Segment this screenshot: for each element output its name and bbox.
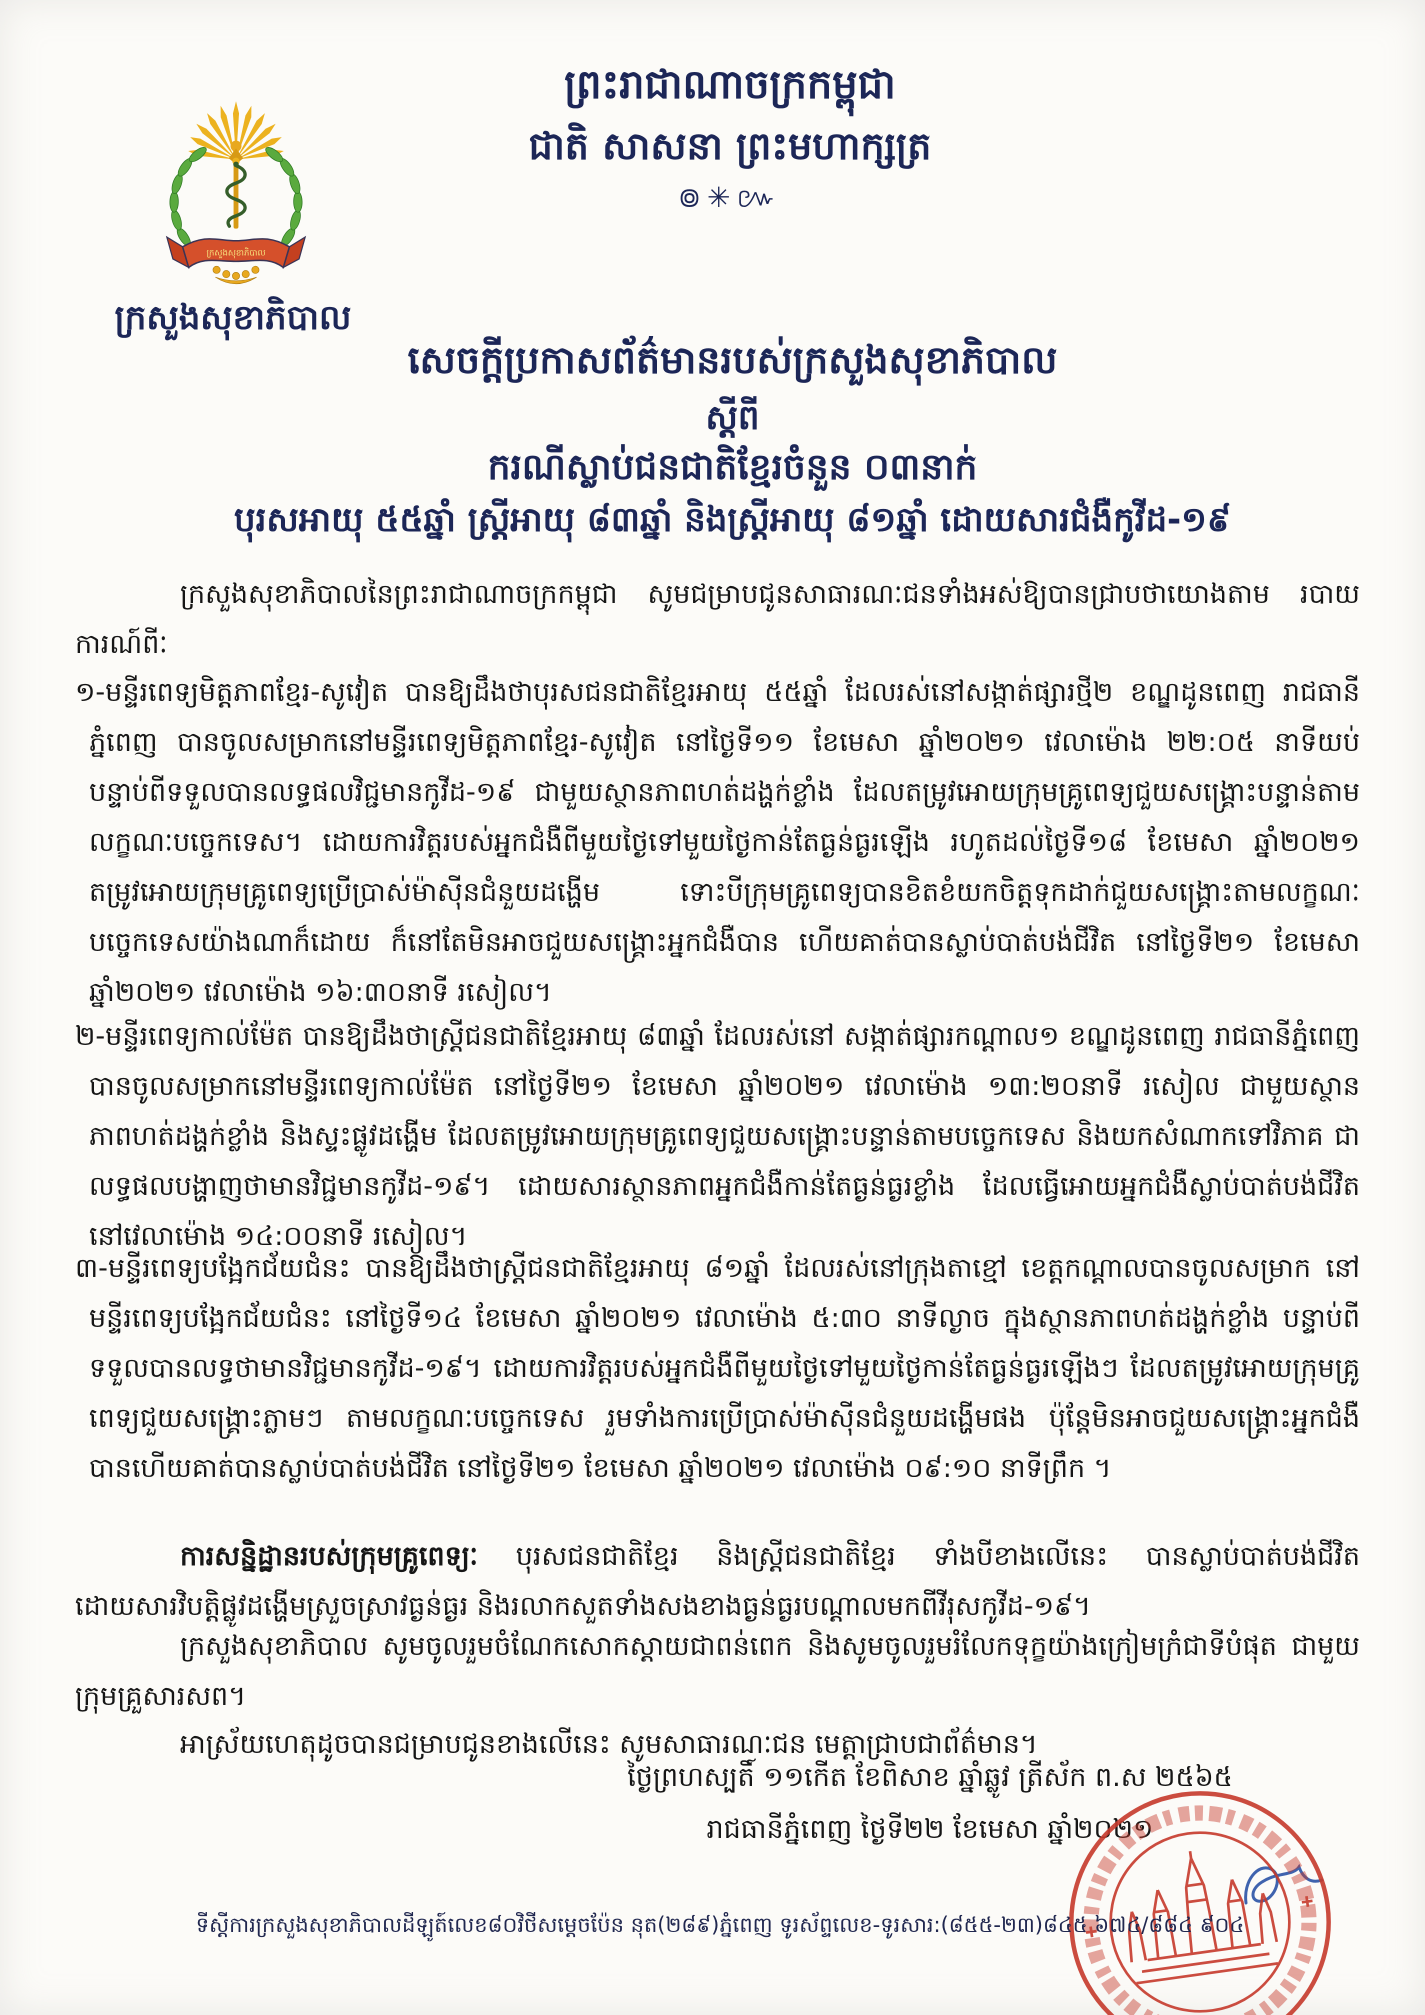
header-ornament-icon: ៙✳៚ xyxy=(677,181,783,214)
lunar-date-line: ថ្ងៃព្រហស្បតិ៍ ១១កើត ខែពិសាខ ឆ្នាំឆ្លូវ ត្រីស័ក ព.ស ២៥៦៥ xyxy=(627,1762,1233,1793)
title-subject: ករណីស្លាប់ជនជាតិខ្មែរចំនួន ០៣នាក់ xyxy=(487,447,978,488)
press-release-title: សេចក្តីប្រកាសព័ត៌មានរបស់ក្រសួងសុខាភិបាល xyxy=(407,338,1058,382)
ministry-of-health-emblem xyxy=(145,85,327,297)
intro-paragraph: ក្រសួងសុខាភិបាលនៃព្រះរាជាណាចក្រកម្ពុជា សូមជម្រាបជូនសាធារណៈជនទាំងអស់ឱ្យបានជ្រាបថាយោងតាម របាយការណ៍ពីៈ xyxy=(75,579,1360,660)
gregorian-date-line: រាជធានីភ្នំពេញ ថ្ងៃទី២២ ខែមេសា ឆ្នាំ២០២១ xyxy=(706,1814,1154,1845)
case-paragraph-1: ១-មន្ទីរពេទ្យមិត្តភាពខ្មែរ-សូវៀត បានឱ្យដឹងថាបុរសជនជាតិខ្មែរអាយុ ៥៥ឆ្នាំ ដែលរស់នៅសង្កាត់ផ្សារថ្មី២ ខណ្ឌដូនពេញ រាជធានីភ្នំពេញ បានចូលសម្រាកនៅមន្ទីរពេទ្យមិត្តភាពខ្មែរ-សូវៀត នៅថ្ងៃទី១១ ខែមេសា ឆ្នាំ២០២១ វេលាម៉ោង ២២:០៥ នាទីយប់ បន្ទាប់ពីទទួលបានលទ្ធផលវិជ្ជមានកូវីដ-១៩ ជាមួយស្ថានភាពហត់ដង្ហក់ខ្លាំង ដែលតម្រូវអោយក្រុមគ្រូពេទ្យជួយសង្គ្រោះបន្ទាន់តាមលក្ខណៈបច្ចេកទេស។ ដោយការវិត្តរបស់អ្នកជំងឺពីមួយថ្ងៃទៅមួយថ្ងៃកាន់តែធ្ងន់ធ្ងរឡើង រហូតដល់ថ្ងៃទី១៨ ខែមេសា ឆ្នាំ២០២១ តម្រូវអោយក្រុមគ្រូពេទ្យប្រើប្រាស់ម៉ាស៊ីនជំនួយដង្ហើម ទោះបីក្រុមគ្រូពេទ្យបានខិតខំយកចិត្តទុកដាក់ជួយសង្គ្រោះតាមលក្ខណៈបច្ចេកទេសយ៉ាងណាក៏ដោយ ក៏នៅតែមិនអាចជួយសង្គ្រោះអ្នកជំងឺបាន ហើយគាត់បានស្លាប់បាត់បង់ជីវិត នៅថ្ងៃទី២១ ខែមេសា ឆ្នាំ២០២១ វេលាម៉ោង ១៦:៣០នាទី រសៀល។ xyxy=(75,677,1360,1008)
official-stamp xyxy=(1066,1788,1334,2015)
kingdom-title: ព្រះរាជាណាចក្រកម្ពុជា xyxy=(564,62,896,108)
emblem-banner-text: ក្រសួងសុខាភិបាល xyxy=(206,248,266,259)
case-paragraph-3: ៣-មន្ទីរពេទ្យបង្អែកជ័យជំនះ បានឱ្យដឹងថាស្ត្រីជនជាតិខ្មែរអាយុ ៨១ឆ្នាំ ដែលរស់នៅក្រុងតាខ្មៅ ខេត្តកណ្តាលបានចូលសម្រាក នៅមន្ទីរពេទ្យបង្អែកជ័យជំនះ នៅថ្ងៃទី១៤ ខែមេសា ឆ្នាំ២០២១ វេលាម៉ោង ៥:៣០ នាទីល្ងាច ក្នុងស្ថានភាពហត់ដង្ហក់ខ្លាំង បន្ទាប់ពីទទួលបានលទ្ធថាមានវិជ្ជមានកូវីដ-១៩។ ដោយការវិត្តរបស់អ្នកជំងឺពីមួយថ្ងៃទៅមួយថ្ងៃកាន់តែធ្ងន់ធ្ងរឡើងៗ ដែលតម្រូវអោយក្រុមគ្រូពេទ្យជួយសង្គ្រោះភ្លាមៗ តាមលក្ខណៈបច្ចេកទេស រួមទាំងការប្រើប្រាស់ម៉ាស៊ីនជំនួយដង្ហើមផង ប៉ុន្តែមិនអាចជួយសង្គ្រោះអ្នកជំងឺបានហើយគាត់បានស្លាប់បាត់បង់ជីវិត នៅថ្ងៃទី២១ ខែមេសា ឆ្នាំ២០២១ វេលាម៉ោង ០៩:១០ នាទីព្រឹក ។ xyxy=(75,1253,1360,1484)
stamp-ring-text xyxy=(1077,1799,1323,2015)
title-subject-detail: បុរសអាយុ ៥៥ឆ្នាំ ស្ត្រីអាយុ ៨៣ឆ្នាំ និងស្ត្រីអាយុ ៨១ឆ្នាំ ដោយសារជំងឺកូវីដ-១៩ xyxy=(234,500,1231,540)
national-motto: ជាតិ សាសនា ព្រះមហាក្សត្រ xyxy=(528,124,932,168)
condolence-paragraph: ក្រសួងសុខាភិបាល សូមចូលរួមចំណែកសោកស្តាយជាពន់ពេក និងសូមចូលរួមរំលែកទុក្ខយ៉ាងក្រៀមក្រំជាទីបំផុត ជាមួយក្រុមគ្រួសារសព។ xyxy=(75,1631,1360,1712)
document-title-block xyxy=(40,336,1425,542)
conclusion-text: បុរសជនជាតិខ្មែរ និងស្ត្រីជនជាតិខ្មែរ ទាំងបីខាងលើនេះ បានស្លាប់បាត់បង់ជីវិត ដោយសារវិបត្តិផ្លូវដង្ហើមស្រួចស្រាវធ្ងន់ធ្ងរ និងរលាកសួតទាំងសងខាងធ្ងន់ធ្ងរបណ្តាលមកពីវីរុសកូវីដ-១៩។ xyxy=(75,1541,1360,1622)
conclusion-paragraph xyxy=(75,1532,1360,1632)
conclusion-lead: ការសន្និដ្ឋានរបស់ក្រុមគ្រូពេទ្យៈ xyxy=(180,1541,479,1572)
title-regarding: ស្តីពី xyxy=(705,398,760,438)
case-paragraph-2: ២-មន្ទីរពេទ្យកាល់ម៉ែត បានឱ្យដឹងថាស្ត្រីជនជាតិខ្មែរអាយុ ៨៣ឆ្នាំ ដែលរស់នៅ សង្កាត់ផ្សារកណ្តាល១ ខណ្ឌដូនពេញ រាជធានីភ្នំពេញ បានចូលសម្រាកនៅមន្ទីរពេទ្យកាល់ម៉ែត នៅថ្ងៃទី២១ ខែមេសា ឆ្នាំ២០២១ វេលាម៉ោង ១៣:២០នាទី រសៀល ជាមួយស្ថានភាពហត់ដង្ហក់ខ្លាំង និងស្ទះផ្លូវដង្ហើម ដែលតម្រូវអោយក្រុមគ្រូពេទ្យជួយសង្គ្រោះបន្ទាន់តាមបច្ចេកទេស និងយកសំណាកទៅវិភាគ ជាលទ្ធផលបង្ហាញថាមានវិជ្ជមានកូវីដ-១៩។ ដោយសារស្ថានភាពអ្នកជំងឺកាន់តែធ្ងន់ធ្ងរខ្លាំង ដែលធ្វើអោយអ្នកជំងឺស្លាប់បាត់បង់ជីវិត នៅវេលាម៉ោង ១៤:០០នាទី រសៀល។ xyxy=(75,1021,1360,1252)
closing-paragraph: អាស្រ័យហេតុដូចបានជម្រាបជូនខាងលើនេះ សូមសាធារណៈជន មេត្តាជ្រាបជាព័ត៌មាន។ xyxy=(180,1729,1038,1760)
emblem-sheaf-icon xyxy=(213,266,259,284)
footer-address-line: ទីស្តីការក្រសួងសុខាភិបាលដីឡូត៍លេខ៨០វិថីសម្តេចប៉ែន នុត(២៨៩)ភ្នំពេញ ទូរស័ព្ទលេខ-ទូរសារ:(៨៥៥-២៣)៨៤៥ ៦៧៤/៨៨៤ ៩០៤ xyxy=(195,1913,1245,1937)
ministry-name-label: ក្រសួងសុខាភិបាល xyxy=(114,298,352,338)
kingdom-header xyxy=(380,58,1080,221)
